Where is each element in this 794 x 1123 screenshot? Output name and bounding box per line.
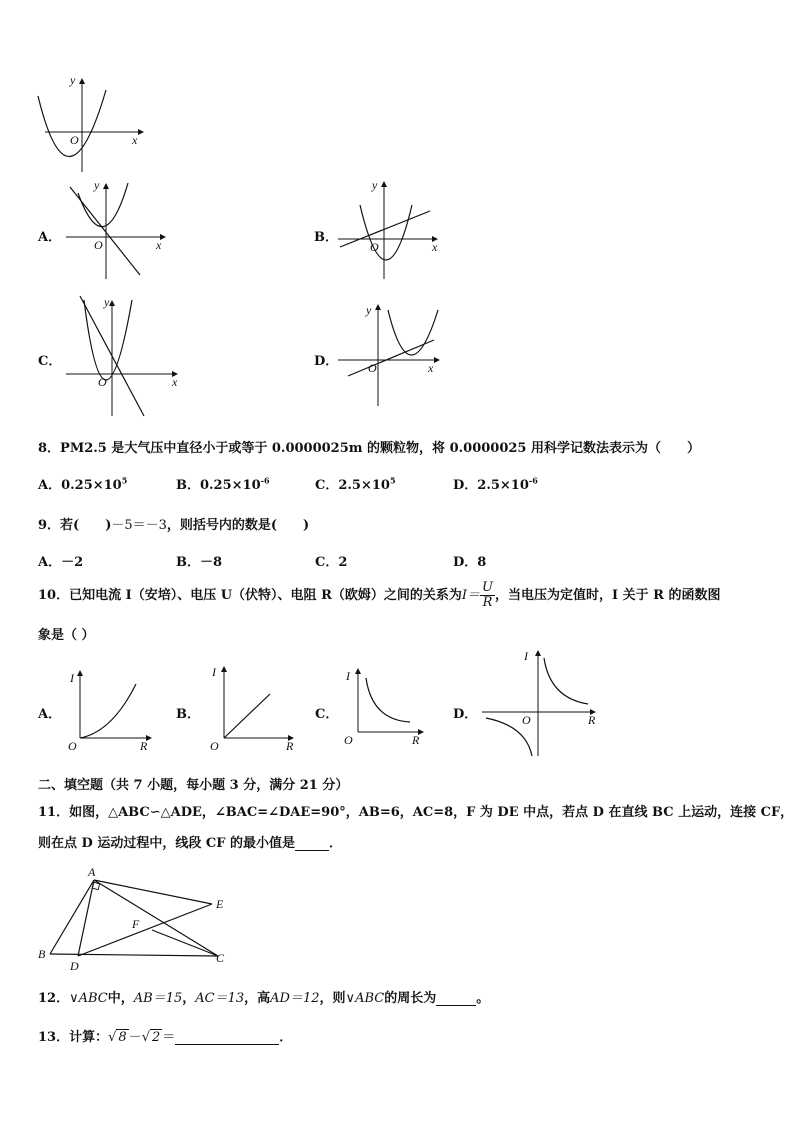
r-label: R — [286, 739, 294, 753]
q11-answer-blank[interactable] — [295, 836, 329, 851]
x-label: x — [428, 361, 434, 375]
origin-label: O — [98, 375, 107, 389]
q9-expr: －5＝－3 — [111, 518, 167, 533]
q13-answer-blank[interactable] — [175, 1030, 279, 1045]
q10-line1 — [38, 580, 720, 612]
y-label: y — [94, 178, 100, 192]
y-arrow — [109, 300, 115, 306]
q10-line2: 象是（ ） — [38, 628, 95, 643]
q10-text-a: 10．已知电流 I（安培）、电压 U（伏特）、电阻 R（欧姆）之间的关系为 — [38, 588, 462, 603]
parabola — [78, 183, 128, 227]
curve — [366, 678, 410, 722]
point-f: F — [132, 917, 140, 931]
curve-q1 — [544, 658, 588, 704]
i-arrow — [221, 666, 227, 672]
q10-option-a-label: A． — [38, 707, 62, 722]
y-label: y — [70, 73, 76, 87]
point-d: D — [70, 959, 79, 972]
q9-option-b: B．－8 — [176, 555, 223, 570]
q10-text-b: ，当电压为定值时，I 关于 R 的函数图 — [495, 588, 721, 603]
section-2-heading: 二、填空题（共 7 小题，每小题 3 分，满分 21 分） — [38, 778, 349, 793]
origin-label: O — [368, 361, 377, 375]
origin-label: O — [70, 133, 79, 147]
i-arrow — [77, 670, 83, 676]
y-arrow — [103, 183, 109, 189]
line — [348, 340, 434, 376]
q9-text — [38, 514, 309, 533]
q13-text: 13．计算：√ 8 －√ 2 ＝ ． — [38, 1030, 293, 1045]
sqrt-8: √ 8 — [108, 1030, 127, 1045]
origin-label: O — [94, 238, 103, 252]
line — [70, 187, 140, 275]
origin-label: O — [370, 240, 379, 254]
q9-option-d: D．8 — [453, 555, 487, 570]
q9-prefix: 9．若( ) — [38, 518, 112, 533]
q7-option-c-graph — [60, 290, 185, 420]
i-arrow — [355, 668, 361, 674]
q10-formula-den: R — [482, 595, 493, 610]
q7-option-c-label: C． — [38, 354, 62, 369]
origin-label: O — [210, 739, 219, 753]
i-label: I — [346, 669, 350, 683]
i-label: I — [524, 649, 528, 663]
parabola — [360, 205, 412, 260]
origin-label: O — [522, 713, 531, 727]
q10-option-c-graph — [338, 662, 428, 752]
q10-option-d-graph — [478, 646, 608, 758]
q7-stem-graph — [30, 70, 150, 180]
q9-option-a: A．－2 — [38, 555, 84, 570]
q12-text: 12．∨ABC中，AB＝15，AC＝13，高AD＝12，则∨ABC的周长为 。 — [38, 991, 490, 1006]
q7-option-d-graph — [334, 290, 449, 410]
q10-option-b-graph — [202, 660, 302, 756]
q8-option-c: C．$2.5\times 10^5$ — [315, 475, 396, 493]
line — [224, 694, 270, 738]
x-label: x — [172, 375, 178, 389]
y-label: y — [366, 303, 372, 317]
point-a: A — [88, 865, 96, 879]
q8-option-a: A．$0.25\times 10^5$ — [38, 475, 128, 493]
y-arrow — [79, 78, 85, 84]
i-arrow — [535, 650, 541, 656]
x-arrow — [138, 129, 144, 135]
y-arrow — [381, 181, 387, 187]
q8-option-b: B．$0.25\times 10^{-6}$ — [176, 475, 270, 493]
x-label: x — [156, 238, 162, 252]
x-label: x — [432, 240, 438, 254]
point-b: B — [38, 947, 46, 961]
q7-option-a-label: A． — [38, 230, 62, 245]
q9-suffix: ，则括号内的数是( ) — [166, 518, 310, 533]
q10-option-d-label: D． — [453, 707, 478, 722]
origin-label: O — [68, 739, 77, 753]
q7-option-a-graph — [60, 175, 175, 285]
q11-end: ． — [328, 836, 342, 851]
q11-line2 — [38, 832, 342, 851]
r-label: R — [140, 739, 148, 753]
q8-option-d: D．$2.5\times 10^{-6}$ — [453, 475, 538, 493]
q10-option-b-label: B． — [176, 707, 200, 722]
q11-figure — [36, 862, 230, 972]
sqrt-2: √ 2 — [141, 1030, 161, 1045]
q12-answer-blank[interactable] — [436, 991, 476, 1006]
q11-line1: 11．如图，△ABC∽△ADE，∠BAC=∠DAE=90°，AB=6，AC=8，F 为 DE 中点，若点 D 在直线 BC 上运动，连接 CF， — [38, 805, 794, 820]
line — [340, 211, 430, 247]
r-label: R — [412, 733, 420, 747]
q7-option-b-graph — [334, 175, 449, 285]
x-arrow — [434, 357, 440, 363]
q7-option-b-label: B． — [314, 230, 338, 245]
i-label: I — [212, 665, 216, 679]
q10-formula-fraction — [480, 581, 495, 610]
q10-option-c-label: C． — [315, 707, 339, 722]
y-label: y — [372, 178, 378, 192]
i-label: I — [70, 671, 74, 685]
q7-option-d-label: D． — [314, 354, 339, 369]
y-label: y — [104, 295, 110, 309]
r-label: R — [588, 713, 596, 727]
q10-formula-num: U — [482, 580, 493, 595]
q10-formula-lhs: I＝ — [461, 588, 481, 603]
q10-option-a-graph — [62, 666, 162, 756]
point-c: C — [216, 951, 225, 965]
x-label: x — [132, 133, 138, 147]
q11-line2-text: 则在点 D 运动过程中，线段 CF 的最小值是 — [38, 836, 295, 851]
q9-option-c: C．2 — [315, 555, 348, 570]
parabola — [84, 300, 132, 380]
point-e: E — [216, 897, 224, 911]
q8-text: 8．PM2.5 是大气压中直径小于或等于 0.0000025m 的颗粒物，将 0.0000025 用科学记数法表示为（ ） — [38, 441, 700, 456]
y-arrow — [375, 304, 381, 310]
origin-label: O — [344, 733, 353, 747]
curve — [80, 684, 136, 738]
